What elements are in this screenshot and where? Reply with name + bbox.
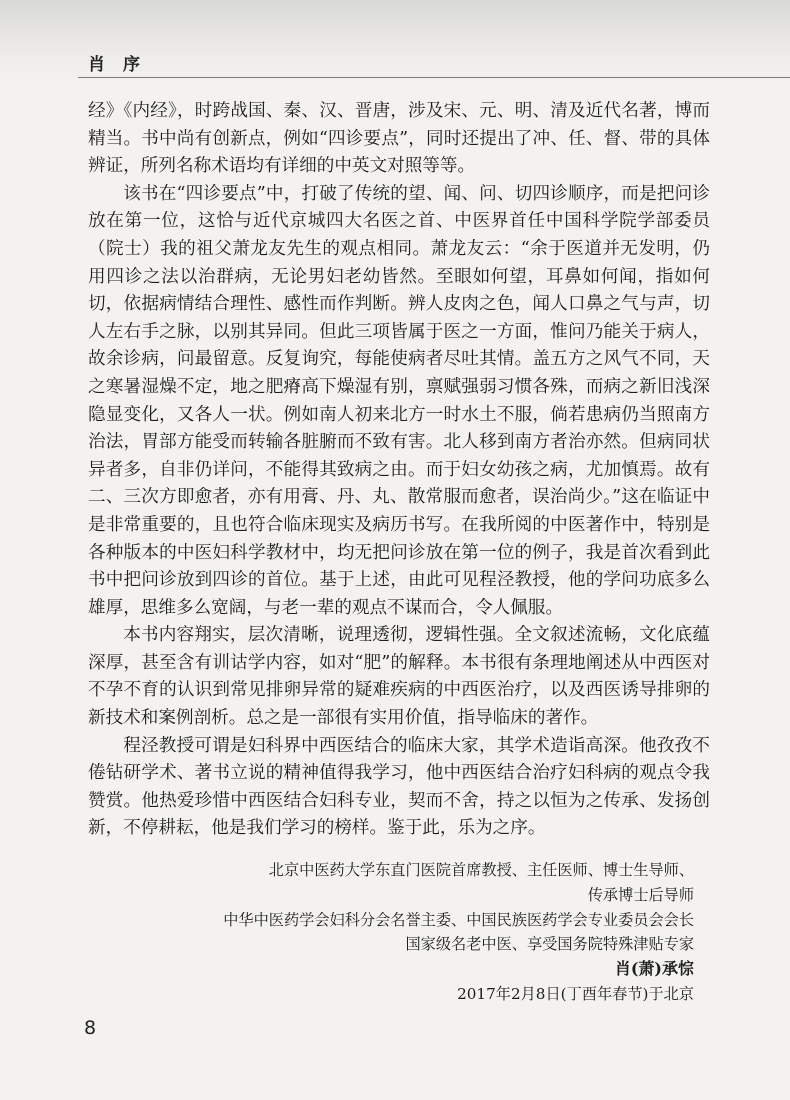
paragraph-book-content: 本书内容翔实，层次清晰，说理透彻，逻辑性强。全文叙述流畅，文化底蕴深厚，甚至含有训诂学内容，如对“肥”的解释。本书很有条理地阐述从中西医对不孕不育的认识到常见排卵异常的疑难疾病的中西医治疗，以及西医诱导排卵的新技术和案例剖析。总之是一部很有实用价值，指导临床的著作。: [88, 625, 710, 729]
running-header-title: 肖序: [88, 55, 158, 75]
header-divider: [78, 77, 790, 78]
signature-title-line-2: 传承博士后导师: [587, 885, 694, 904]
preface-body: [88, 98, 710, 843]
page-number: 8: [84, 1017, 97, 1039]
paragraph-author-praise: 程泾教授可谓是妇科界中西医结合的临床大家，其学术造诣高深。他孜孜不倦钻研学术、著书立说的精神值得我学习，他中西医结合治疗妇科病的观点令我赞赏。他热爱珍惜中西医结合妇科专业，契而不舍，持之以恒为之传承、发扬创新，不停耕耘，他是我们学习的榜样。鉴于此，乐为之序。: [88, 735, 710, 839]
signature-title-line-3: 中华中医药学会妇科分会名誉主委、中国民族医药学会专业委员会会长: [223, 910, 694, 929]
paragraph-four-diagnostics: 该书在“四诊要点”中，打破了传统的望、闻、问、切四诊顺序，而是把问诊放在第一位，这恰与近代京城四大名医之首、中医界首任中国科学院学部委员（院士）我的祖父萧龙友先生的观点相同。萧龙友云：“余于医道并无发明，仍用四诊之法以治群病，无论男妇老幼皆然。至眼如何望，耳鼻如何闻，指如何切，依据病情结合理性、感性而作判断。辨人皮肉之色，闻人口鼻之气与声，切人左右手之脉，以别其异同。但此三项皆属于医之一方面，惟问乃能关于病人，故余诊病，问最留意。反复询究，每能使病者尽吐其情。盖五方之风气不同，天之寒暑湿燥不定，地之肥瘠高下燥湿有别，禀赋强弱习惯各殊，而病之新旧浅深隐显变化，又各人一状。例如南人初来北方一时水土不服，倘若患病仍当照南方治法，胃部方能受而转输各脏腑而不致有害。北人移到南方者治亦然。但病同状异者多，自非仍详问，不能得其致病之由。而于妇女幼孩之病，尤加慎焉。故有二、三次方即愈者，亦有用膏、丹、丸、散常服而愈者，误治尚少。”这在临证中是非常重要的，且也符合临床现实及病历书写。在我所阅的中医著作中，特别是各种版本的中医妇科学教材中，均无把问诊放在第一位的例子，我是首次看到此书中把问诊放到四诊的首位。基于上述，由此可见程泾教授，他的学问功底多么雄厚，思维多么宽阔，与老一辈的观点不谋而合，令人佩服。: [88, 183, 710, 618]
signature-name: 肖(萧)承悰: [614, 959, 694, 979]
signature-title-line-1: 北京中医药大学东直门医院首席教授、主任医师、博士生导师、: [268, 861, 694, 879]
paragraph-continuation: 经》《内经》，时跨战国、秦、汉、晋唐，涉及宋、元、明、清及近代名著，博而精当。书中尚有创新点，例如“四诊要点”，同时还提出了冲、任、督、带的具体辨证，所列名称术语均有详细的中英文对照等等。: [88, 101, 710, 177]
signature-block: [88, 858, 694, 1007]
signature-title-line-4: 国家级名老中医、享受国务院特殊津贴专家: [405, 935, 694, 954]
signature-date: 2017年2月8日(丁酉年春节)于北京: [457, 984, 694, 1003]
